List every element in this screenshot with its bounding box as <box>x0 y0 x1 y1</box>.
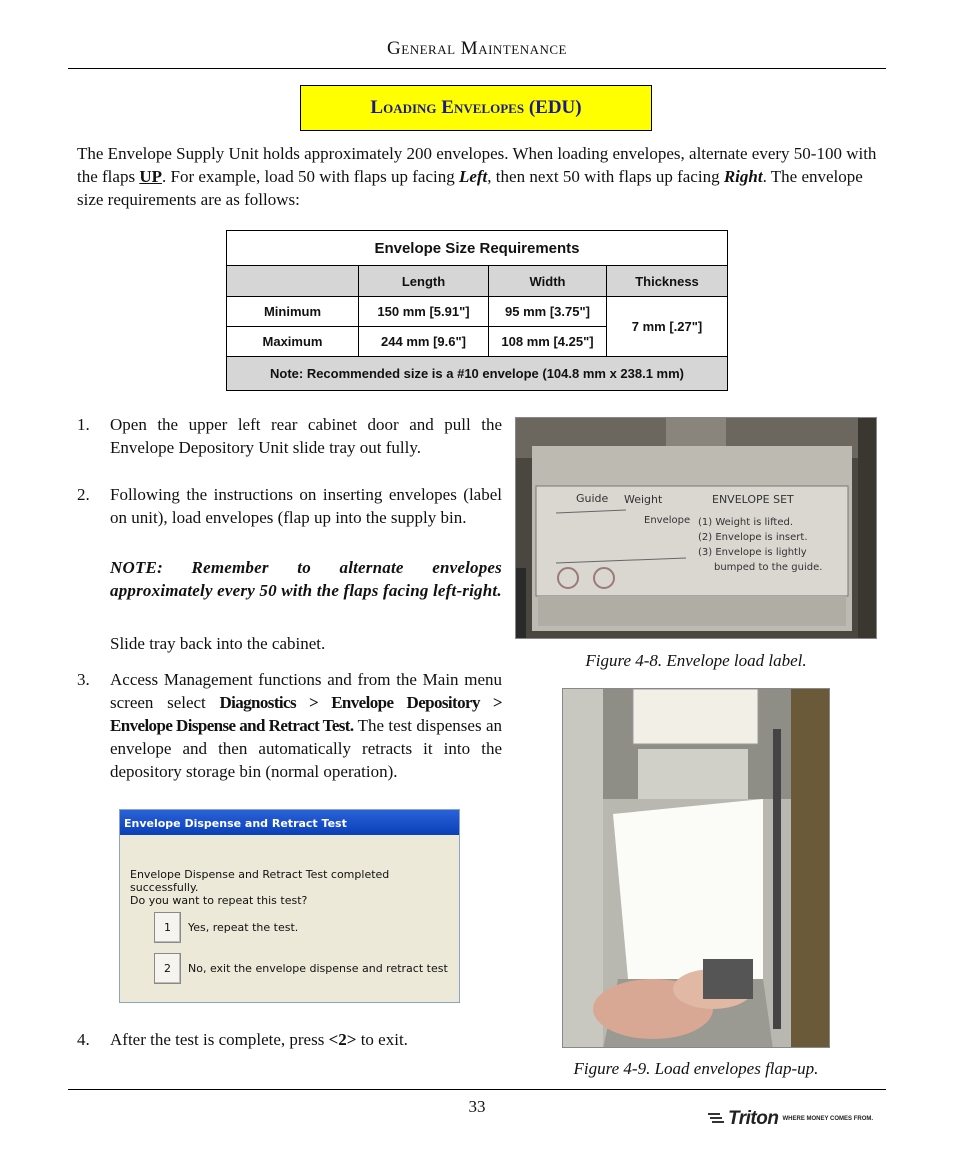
table-cell: 95 mm [3.75"] <box>489 297 607 327</box>
step-1-number: 1. <box>77 415 90 434</box>
table-header-thickness: Thickness <box>607 266 728 297</box>
logo-wordmark: Triton <box>728 1108 779 1129</box>
intro-paragraph: The Envelope Supply Unit holds approximately 200 envelopes. When loading envelopes, alternate every 50-100 with the flaps UP. For example, load 50 with flaps up facing Left, then next 50 with flaps up facing Right. The envelope size requirements are as follows: <box>77 144 877 209</box>
triton-logo <box>708 1108 878 1130</box>
option-2-button[interactable]: 2 <box>154 953 181 984</box>
table-header-row <box>227 266 728 297</box>
label-instructions: (1) Weight is lifted. (2) Envelope is insert. (3) Envelope is lightly bumped to the guide. <box>698 517 823 573</box>
label-title: ENVELOPE SET <box>712 493 794 506</box>
step-2-text: Following the instructions on inserting envelopes (label on unit), load envelopes (flap up into the supply bin. <box>110 485 502 527</box>
table-cell-thickness: 7 mm [.27"] <box>607 297 728 357</box>
table-cell: Maximum <box>227 327 359 357</box>
step-4-number: 4. <box>77 1030 90 1049</box>
envelope-size-table <box>226 230 728 391</box>
step-2-after: Slide tray back into the cabinet. <box>110 634 326 653</box>
label-guide: Guide <box>576 492 609 505</box>
logo-tagline: WHERE MONEY COMES FROM. <box>782 1116 874 1122</box>
table-cell: Minimum <box>227 297 359 327</box>
section-banner: L oading E nvelopes (EDU) <box>300 85 652 131</box>
step-1-text: Open the upper left rear cabinet door and pull the Envelope Depository Unit slide tray out fully. <box>110 415 502 457</box>
table-header-length: Length <box>359 266 489 297</box>
step-3-number: 3. <box>77 670 90 689</box>
test-dialog-screenshot <box>119 809 460 1003</box>
figure-4-8-caption: Figure 4-8. Envelope load label. <box>585 651 807 670</box>
option-2-label: No, exit the envelope dispense and retract test <box>188 962 448 975</box>
dialog-title-bar: Envelope Dispense and Retract Test <box>120 810 459 835</box>
table-header-width: Width <box>489 266 607 297</box>
footer-rule <box>68 1089 886 1090</box>
step-2-number: 2. <box>77 485 90 504</box>
table-cell: 244 mm [9.6"] <box>359 327 489 357</box>
table-row <box>227 297 728 327</box>
step-2-note: NOTE: Remember to alternate envelopes approximately every 50 with the flaps facing left-right. <box>110 558 502 600</box>
envelope-label-photo <box>515 417 877 639</box>
option-1-button[interactable]: 1 <box>154 912 181 943</box>
page-header-title: General Maintenance <box>387 38 567 59</box>
label-envelope: Envelope <box>644 515 691 526</box>
table-cell: 108 mm [4.25"] <box>489 327 607 357</box>
dialog-message: Envelope Dispense and Retract Test completed successfully. Do you want to repeat this test? <box>130 868 390 907</box>
page-number: 33 <box>468 1097 486 1116</box>
table-note: Note: Recommended size is a #10 envelope (104.8 mm x 238.1 mm) <box>227 357 728 391</box>
step-3-text: Access Management functions and from the Main menu screen select Diagnostics > Envelope Depository > Envelope Dispense and Retract Test. The test dispenses an envelope and then automatically retracts it into the depository storage bin (normal operation). <box>110 670 503 781</box>
header-rule <box>68 68 886 69</box>
step-4-text: After the test is complete, press <2> to exit. <box>110 1030 408 1049</box>
load-envelopes-photo <box>562 688 830 1048</box>
figure-4-9-caption: Figure 4-9. Load envelopes flap-up. <box>573 1059 819 1078</box>
label-weight: Weight <box>624 493 663 506</box>
option-1-label: Yes, repeat the test. <box>188 921 299 934</box>
table-cell: 150 mm [5.91"] <box>359 297 489 327</box>
triton-mark-icon <box>708 1112 726 1126</box>
table-caption: Envelope Size Requirements <box>227 231 728 266</box>
table-header-blank <box>227 266 359 297</box>
